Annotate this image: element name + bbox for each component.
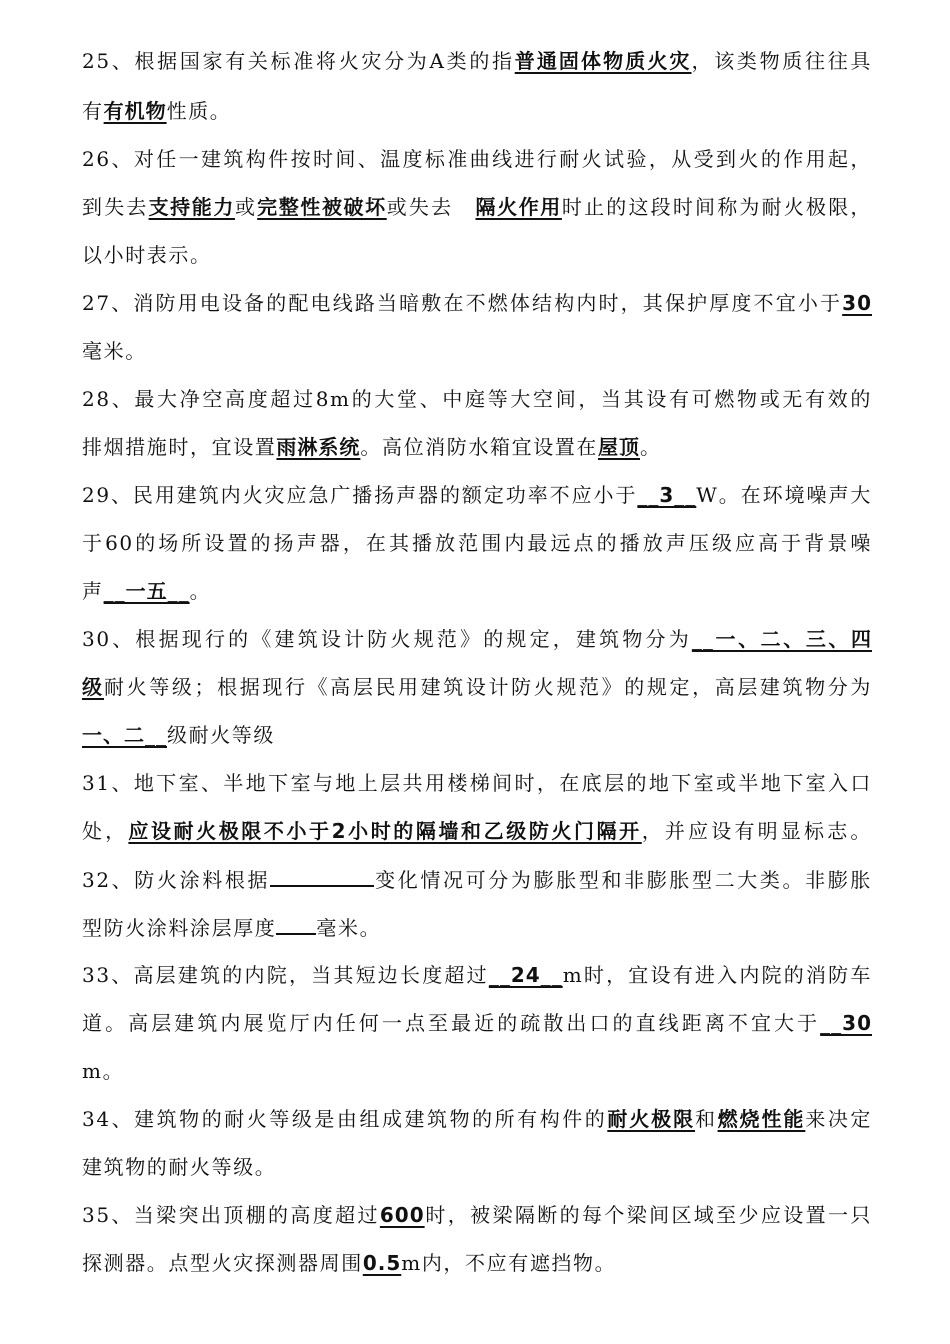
text-segment: 。高位消防水箱宜设置在 bbox=[360, 435, 599, 459]
answer-text: __30 bbox=[820, 1011, 872, 1035]
text-segment: 时，被梁隔断的每个梁间区域至少应设置一只 bbox=[424, 1203, 872, 1227]
text-line bbox=[82, 865, 872, 893]
text-line bbox=[82, 385, 872, 413]
text-segment: 和 bbox=[695, 1107, 718, 1131]
text-segment: ，该类物质往往具 bbox=[691, 49, 872, 73]
text-segment: 或失去 bbox=[386, 195, 476, 219]
text-segment: 31、地下室、半地下室与地上层共用楼梯间时，在底层的地下室或半地下室入口 bbox=[82, 771, 872, 795]
answer-text: __一五__ bbox=[103, 579, 190, 603]
text-segment: 到失去 bbox=[82, 195, 149, 219]
answer-text: __一、二、三、四 bbox=[691, 627, 872, 651]
text-segment: 变化情况可分为膨胀型和非膨胀型二大类。非膨胀 bbox=[374, 868, 872, 892]
text-line bbox=[82, 1057, 872, 1085]
text-line bbox=[82, 289, 872, 317]
text-line bbox=[82, 1105, 872, 1133]
answer-text: 支持能力 bbox=[148, 195, 235, 219]
text-line bbox=[82, 193, 872, 221]
text-segment: 型防火涂料涂层厚度 bbox=[82, 916, 277, 940]
answer-text: 应设耐火极限不小于2小时的隔墙和乙级防火门隔开 bbox=[128, 819, 642, 843]
text-segment: 28、最大净空高度超过8m的大堂、中庭等大空间，当其设有可燃物或无有效的 bbox=[82, 387, 872, 411]
answer-text: 耐火极限 bbox=[607, 1107, 696, 1131]
text-segment: 。 bbox=[640, 435, 662, 459]
text-segment: 34、建筑物的耐火等级是由组成建筑物的所有构件的 bbox=[82, 1107, 608, 1131]
answer-text: __3__ bbox=[637, 483, 697, 507]
text-segment: 道。高层建筑内展览厅内任何一点至最近的疏散出口的直线距离不宜大于 bbox=[82, 1011, 821, 1035]
text-segment: 或 bbox=[234, 195, 258, 219]
text-segment: W。在环境噪声大 bbox=[696, 483, 872, 507]
answer-text: 有机物 bbox=[103, 99, 167, 123]
text-line bbox=[82, 145, 872, 173]
text-segment: 有 bbox=[82, 99, 104, 123]
fill-in-blank bbox=[276, 913, 316, 935]
text-segment: 30、根据现行的《建筑设计防火规范》的规定，建筑物分为 bbox=[82, 627, 692, 651]
text-line bbox=[82, 769, 872, 797]
answer-text: 30 bbox=[842, 291, 872, 315]
text-segment: 声 bbox=[82, 579, 104, 603]
answer-text: 燃烧性能 bbox=[717, 1107, 806, 1131]
answer-text: 雨淋系统 bbox=[276, 435, 361, 459]
answer-text: 600 bbox=[379, 1203, 425, 1227]
answer-text: 级 bbox=[82, 675, 105, 699]
text-segment: 32、防火涂料根据 bbox=[82, 868, 271, 892]
answer-text: __24__ bbox=[488, 963, 563, 987]
text-segment: 25、根据国家有关标准将火灾分为A类的指 bbox=[82, 49, 515, 73]
text-segment: 时止的这段时间称为耐火极限， bbox=[561, 195, 873, 219]
answer-text: 0.5 bbox=[362, 1251, 402, 1275]
text-segment: 毫米。 bbox=[82, 339, 147, 363]
text-segment: m时，宜设有进入内院的消防车 bbox=[562, 963, 872, 987]
text-segment: 。 bbox=[189, 579, 212, 603]
text-segment: 建筑物的耐火等级。 bbox=[82, 1155, 277, 1179]
text-segment: m。 bbox=[82, 1059, 125, 1083]
text-line bbox=[82, 481, 872, 509]
text-segment: 毫米。 bbox=[316, 916, 382, 940]
text-line bbox=[82, 577, 872, 605]
text-line bbox=[82, 241, 872, 269]
answer-text: 隔火作用 bbox=[475, 195, 562, 219]
answer-text: 普通固体物质火灾 bbox=[514, 49, 692, 73]
text-line bbox=[82, 817, 872, 845]
text-line bbox=[82, 529, 872, 557]
text-line bbox=[82, 433, 872, 461]
text-segment: 耐火等级；根据现行《高层民用建筑设计防火规范》的规定，高层建筑物分为 bbox=[104, 675, 873, 699]
text-segment: 27、消防用电设备的配电线路当暗敷在不燃体结构内时，其保护厚度不宜小于 bbox=[82, 291, 843, 315]
text-line bbox=[82, 913, 872, 941]
text-line bbox=[82, 625, 872, 653]
text-segment: 排烟措施时，宜设置 bbox=[82, 435, 277, 459]
text-segment: 处， bbox=[82, 819, 129, 843]
text-line bbox=[82, 1249, 872, 1277]
answer-text: 屋顶 bbox=[598, 435, 641, 459]
text-line bbox=[82, 337, 872, 365]
text-segment: 于60的场所设置的扬声器，在其播放范围内最远点的播放声压级应高于背景噪 bbox=[82, 531, 872, 555]
text-line bbox=[82, 47, 872, 75]
text-segment: 级耐火等级 bbox=[167, 723, 275, 747]
text-line bbox=[82, 673, 872, 701]
text-line bbox=[82, 97, 872, 125]
text-segment: 以小时表示。 bbox=[82, 243, 212, 267]
text-segment: 性质。 bbox=[166, 99, 232, 123]
text-segment: 26、对任一建筑构件按时间、温度标准曲线进行耐火试验，从受到火的作用起， bbox=[82, 147, 872, 171]
text-segment: 探测器。点型火灾探测器周围 bbox=[82, 1251, 363, 1275]
text-segment: 29、民用建筑内火灾应急广播扬声器的额定功率不应小于 bbox=[82, 483, 638, 507]
text-segment: 35、当梁突出顶棚的高度超过 bbox=[82, 1203, 380, 1227]
text-line bbox=[82, 961, 872, 989]
text-line bbox=[82, 721, 872, 749]
fill-in-blank bbox=[270, 865, 374, 887]
text-segment: m内，不应有遮挡物。 bbox=[401, 1251, 617, 1275]
text-line bbox=[82, 1201, 872, 1229]
answer-text: 一、二__ bbox=[82, 723, 167, 747]
answer-text: 完整性被破坏 bbox=[257, 195, 387, 219]
text-segment: 33、高层建筑的内院，当其短边长度超过 bbox=[82, 963, 489, 987]
text-segment: 来决定 bbox=[805, 1107, 872, 1131]
text-line bbox=[82, 1153, 872, 1181]
text-line bbox=[82, 1009, 872, 1037]
text-segment: ，并应设有明显标志。 bbox=[641, 819, 873, 843]
